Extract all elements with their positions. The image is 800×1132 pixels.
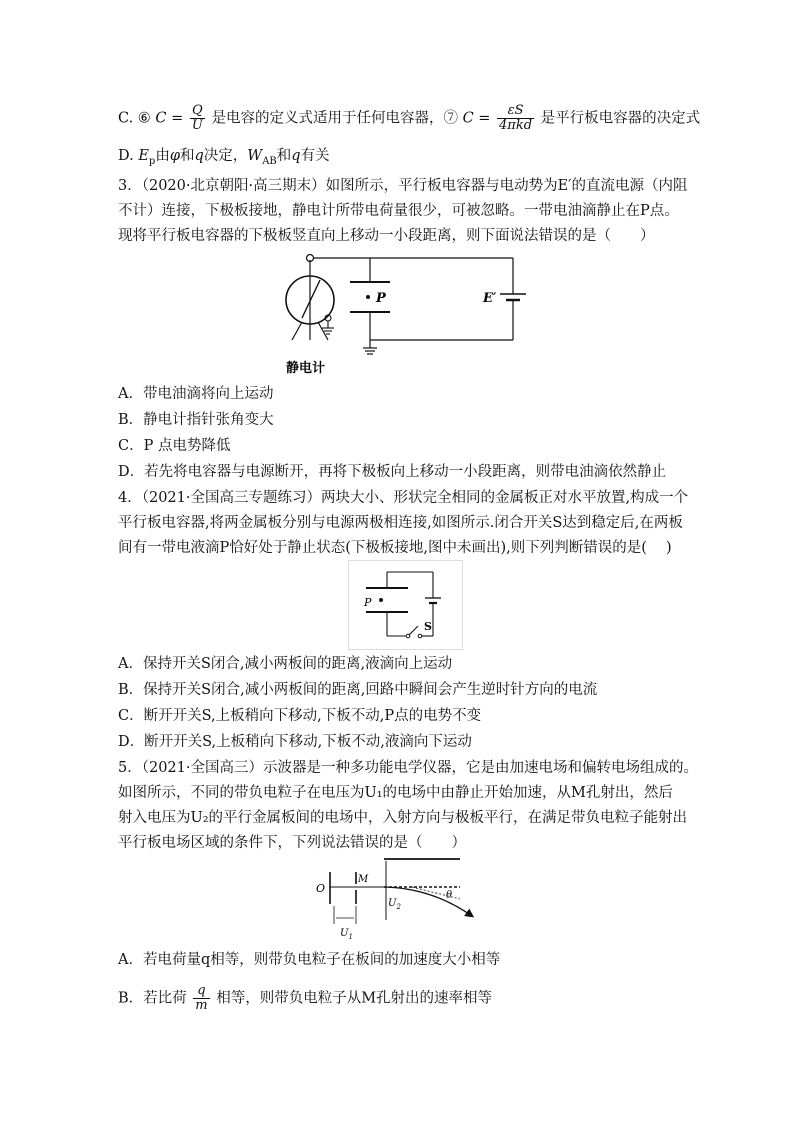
q5-stem-line1: 5．（2021·全国高三）示波器是一种多功能电学仪器，它是由加速电场和偏转电场组成的。 [118, 760, 698, 776]
q5-oscilloscope-diagram [312, 854, 492, 944]
text-jueding: 决定， [203, 148, 248, 164]
label-u1: $U_1$ [340, 928, 353, 941]
oil-drop-p [366, 295, 370, 299]
q5-stem-line3: 射入电压为U₂的平行金属板间的电场中，入射方向与极板平行，在满足带负电粒子能射出 [118, 810, 688, 826]
symbol-phi: φ [169, 148, 180, 164]
q5-stem-line4: 平行板电场区域的条件下，下列说法错误的是（ ） [118, 835, 466, 851]
fraction-denominator: U [191, 118, 203, 133]
option-d-prefix: D. [118, 148, 139, 164]
symbol-q2: q [291, 148, 301, 164]
switch-blade [409, 626, 418, 635]
symbol-w: W [247, 148, 263, 164]
q3-option-c: C．P 点电势降低 [118, 438, 231, 454]
label-o: O [316, 882, 326, 895]
label-e-prime: E′ [483, 291, 497, 306]
q4-stem-line2: 平行板电容器,将两金属板分别与电源两极相连接,如图所示.闭合开关S达到稳定后,在两板 [118, 515, 683, 531]
q4-circuit-diagram [348, 560, 463, 650]
label-p: P [364, 596, 372, 609]
formula-capacitance2-lhs: C = [462, 110, 491, 127]
text-he2: 和 [276, 148, 292, 164]
q3-stem-line2: 不计）连接，下极板接地，静电计所带电荷量很少，可被忽略。一带电油滴静止在P点。 [118, 203, 679, 219]
q3-stem-line1: 3．（2020·北京朝阳·高三期末）如图所示，平行板电容器与电动势为E′的直流电源（内阻 [118, 178, 688, 194]
q4-option-b: B．保持开关S闭合,减小两板间的距离,回路中瞬间会产生逆时针方向的电流 [118, 682, 598, 698]
text-you: 由 [155, 148, 170, 164]
q5-stem-line2: 如图所示，不同的带负电粒子在电压为U₁的电场中由静止开始加速，从M孔射出，然后 [118, 785, 673, 801]
fraction-q-over-u [190, 104, 205, 133]
switch-contact [418, 634, 422, 638]
option-b-suffix: 相等，则带负电粒子从M孔射出的速率相等 [216, 990, 493, 1007]
q4-option-a: A．保持开关S闭合,减小两板间的距离,液滴向上运动 [118, 656, 453, 672]
label-theta: θ [446, 890, 453, 901]
fraction-q-over-m [193, 984, 209, 1013]
droplet-p [379, 598, 383, 602]
text-he: 和 [179, 148, 195, 164]
label-m: M [358, 874, 369, 885]
q3-option-d: D．若先将电容器与电源断开，再将下极板向上移动一小段距离，则带电油滴依然静止 [118, 464, 667, 480]
fraction-numerator: q [193, 984, 209, 999]
option-d-line [118, 146, 330, 172]
symbol-w-sub: AB [262, 155, 277, 167]
fraction-denominator: m [195, 998, 208, 1013]
q4-stem-line3: 间有一带电液滴P恰好处于静止状态(下极板接地,图中未画出),则下列判断错误的是( ) [118, 540, 672, 556]
formula-capacitance-lhs: C = [155, 110, 184, 127]
text-youguan: 有关 [300, 148, 330, 164]
symbol-q: q [194, 148, 204, 164]
q3-option-b: B．静电计指针张角变大 [118, 412, 274, 428]
option-c-line [118, 104, 700, 133]
q5-option-b [118, 984, 492, 1013]
option-c-middle-text: 是电容的定义式适用于任何电容器，⑦ [211, 110, 458, 127]
electrometer-leg-left [292, 322, 302, 340]
fraction-es-over-4pikd [497, 104, 534, 133]
symbol-ep-sub: p [148, 155, 156, 167]
q4-option-c: C．断开开关S,上板稍向下移动,下板不动,P点的电势不变 [118, 708, 482, 724]
label-p: P [376, 291, 386, 306]
q4-stem-line1: 4．（2021·全国高三专题练习）两块大小、形状完全相同的金属板正对水平放置,构成一个 [118, 490, 689, 506]
q3-option-a: A．带电油滴将向上运动 [118, 386, 274, 402]
q3-stem-line3: 现将平行板电容器的下极板竖直向上移动一小段距离，则下面说法错误的是（ ） [118, 228, 655, 244]
q5-option-a: A．若电荷量q相等，则带负电粒子在板间的加速度大小相等 [118, 952, 501, 968]
option-b-prefix: B．若比荷 [118, 990, 187, 1007]
label-s: S [424, 620, 432, 633]
label-u2: $U_2$ [388, 898, 401, 911]
electrometer-needle [302, 280, 320, 318]
fraction-numerator: εS [497, 104, 534, 119]
label-electrometer: 静电计 [286, 361, 326, 376]
fraction-numerator: Q [190, 104, 205, 119]
option-c-prefix: C. ⑥ [118, 110, 151, 127]
option-c-suffix: 是平行板电容器的决定式 [540, 110, 701, 127]
symbol-ep: E [138, 148, 149, 164]
fraction-denominator: 4πkd [499, 118, 533, 133]
q4-option-d: D．断开开关S,上板稍向下移动,下板不动,液滴向下运动 [118, 734, 472, 750]
q3-circuit-diagram [278, 250, 538, 380]
